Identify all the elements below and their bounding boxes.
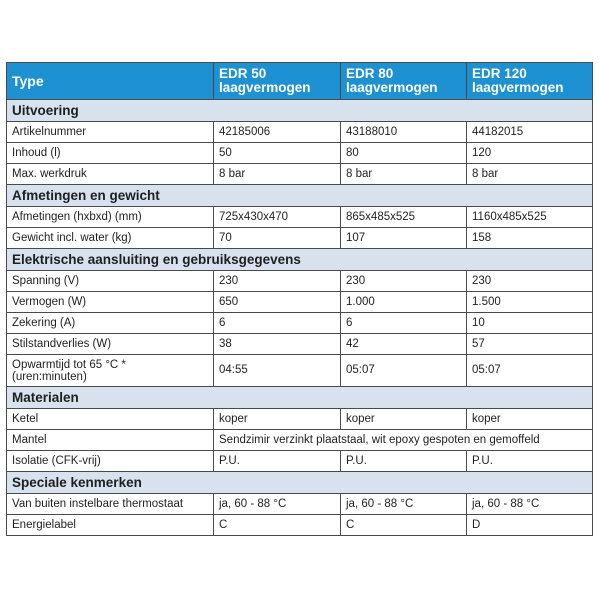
cell-value: 230 (467, 271, 593, 292)
cell-value: 1160x485x525 (467, 207, 593, 228)
cell-value: D (467, 515, 593, 536)
row-label: Max. werkdruk (7, 164, 214, 185)
row-label: Mantel (7, 430, 214, 451)
cell-value: P.U. (341, 451, 467, 472)
row-label: Afmetingen (hxbxd) (mm) (7, 207, 214, 228)
cell-value: 43188010 (341, 122, 467, 143)
table-row (7, 122, 593, 143)
section-header (7, 100, 593, 122)
table-row (7, 494, 593, 515)
cell-value: 6 (341, 313, 467, 334)
row-label: Artikelnummer (7, 122, 214, 143)
section-title: Uitvoering (7, 100, 593, 122)
table-row (7, 207, 593, 228)
section-title: Afmetingen en gewicht (7, 185, 593, 207)
cell-value: C (214, 515, 341, 536)
row-label: Stilstandverlies (W) (7, 334, 214, 355)
model-name: EDR 80 (346, 66, 394, 81)
cell-value: 8 bar (467, 164, 593, 185)
table-row (7, 228, 593, 249)
cell-value: 107 (341, 228, 467, 249)
section-header (7, 185, 593, 207)
cell-value: 230 (214, 271, 341, 292)
cell-value: 70 (214, 228, 341, 249)
cell-value: 230 (341, 271, 467, 292)
cell-value: ja, 60 - 88 °C (214, 494, 341, 515)
type-header: Type (7, 63, 214, 100)
model-sub: laagvermogen (219, 80, 311, 95)
row-label (7, 355, 214, 387)
cell-value: koper (341, 409, 467, 430)
header-edr80 (341, 63, 467, 100)
table-row (7, 451, 593, 472)
row-label: Isolatie (CFK-vrij) (7, 451, 214, 472)
cell-value: 42 (341, 334, 467, 355)
model-name: EDR 120 (472, 66, 527, 81)
row-label: Inhoud (l) (7, 143, 214, 164)
model-sub: laagvermogen (472, 80, 564, 95)
cell-value: P.U. (214, 451, 341, 472)
row-label: Vermogen (W) (7, 292, 214, 313)
header-edr50 (214, 63, 341, 100)
table-header-row (7, 63, 593, 100)
cell-value: 6 (214, 313, 341, 334)
cell-value: 120 (467, 143, 593, 164)
section-header (7, 387, 593, 409)
cell-value: ja, 60 - 88 °C (341, 494, 467, 515)
cell-value: 44182015 (467, 122, 593, 143)
row-label: Energielabel (7, 515, 214, 536)
cell-value: 57 (467, 334, 593, 355)
cell-value: koper (467, 409, 593, 430)
row-label: Ketel (7, 409, 214, 430)
cell-value: 80 (341, 143, 467, 164)
label-line: (uren:minuten) (12, 370, 87, 383)
section-title: Elektrische aansluiting en gebruiksgegevens (7, 249, 593, 271)
section-title: Speciale kenmerken (7, 472, 593, 494)
table-row (7, 430, 593, 451)
cell-value: 650 (214, 292, 341, 313)
model-name: EDR 50 (219, 66, 267, 81)
label-line: Opwarmtijd tot 65 °C * (12, 358, 126, 371)
cell-value: 50 (214, 143, 341, 164)
table-row (7, 271, 593, 292)
cell-value-span: Sendzimir verzinkt plaatstaal, wit epoxy gespoten en gemoffeld (214, 430, 593, 451)
cell-value: C (341, 515, 467, 536)
spec-table (6, 62, 593, 536)
cell-value: koper (214, 409, 341, 430)
cell-value: P.U. (467, 451, 593, 472)
cell-value: ja, 60 - 88 °C (467, 494, 593, 515)
row-label: Spanning (V) (7, 271, 214, 292)
table-row (7, 313, 593, 334)
section-header (7, 472, 593, 494)
table-row (7, 292, 593, 313)
cell-value: 8 bar (214, 164, 341, 185)
cell-value: 865x485x525 (341, 207, 467, 228)
section-header (7, 249, 593, 271)
cell-value: 05:07 (341, 355, 467, 387)
cell-value: 10 (467, 313, 593, 334)
cell-value: 725x430x470 (214, 207, 341, 228)
section-title: Materialen (7, 387, 593, 409)
cell-value: 05:07 (467, 355, 593, 387)
cell-value: 1.500 (467, 292, 593, 313)
cell-value: 38 (214, 334, 341, 355)
cell-value: 04:55 (214, 355, 341, 387)
cell-value: 1.000 (341, 292, 467, 313)
cell-value: 8 bar (341, 164, 467, 185)
table-row (7, 515, 593, 536)
header-edr120 (467, 63, 593, 100)
table-row (7, 334, 593, 355)
cell-value: 42185006 (214, 122, 341, 143)
table-row (7, 355, 593, 387)
table-row (7, 143, 593, 164)
row-label: Zekering (A) (7, 313, 214, 334)
row-label: Van buiten instelbare thermostaat (7, 494, 214, 515)
table-row (7, 409, 593, 430)
cell-value: 158 (467, 228, 593, 249)
row-label: Gewicht incl. water (kg) (7, 228, 214, 249)
model-sub: laagvermogen (346, 80, 438, 95)
table-row (7, 164, 593, 185)
